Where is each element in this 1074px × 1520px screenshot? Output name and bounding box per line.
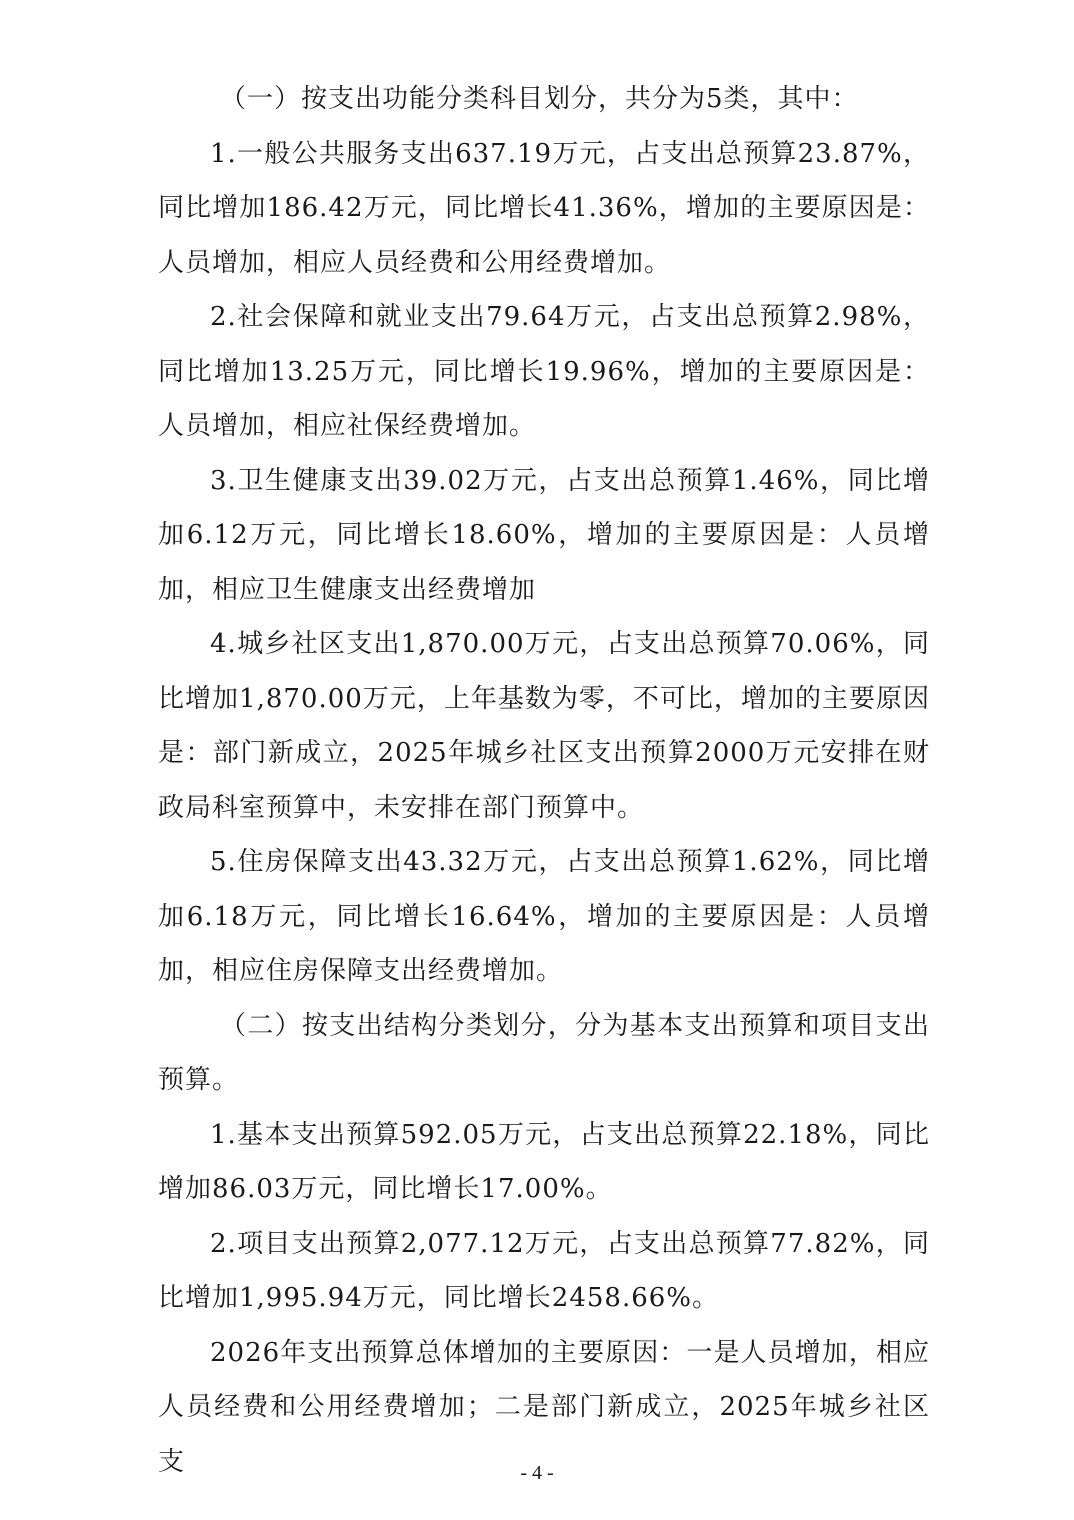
paragraph-housing-security: 5.住房保障支出43.32万元，占支出总预算1.62%，同比增加6.18万元，同比增长16.64%，增加的主要原因是：人员增加，相应住房保障支出经费增加。 (158, 847, 930, 986)
paragraph-project-expenditure: 2.项目支出预算2,077.12万元，占支出总预算77.82%，同比增加1,995.94万元，同比增长2458.66%。 (158, 1228, 930, 1313)
document-body (158, 72, 930, 1489)
page-number: - 4 - (520, 1462, 554, 1484)
paragraph-general-public-services: 1.一般公共服务支出637.19万元，占支出总预算23.87%，同比增加186.42万元，同比增长41.36%，增加的主要原因是：人员增加，相应人员经费和公用经费增加。 (158, 138, 930, 278)
paragraph-overall-increase-reason: 2026年支出预算总体增加的主要原因：一是人员增加，相应人员经费和公用经费增加；二是部门新成立，2025年城乡社区支 (158, 1337, 930, 1477)
section-heading-functional: （一）按支出功能分类科目划分，共分为5类，其中： (220, 84, 859, 114)
paragraph-health: 3.卫生健康支出39.02万元，占支出总预算1.46%，同比增加6.12万元，同比增长18.60%，增加的主要原因是：人员增加，相应卫生健康支出经费增加 (158, 465, 930, 605)
section-heading-structure: （二）按支出结构分类划分，分为基本支出预算和项目支出预算。 (158, 1010, 930, 1095)
paragraph-social-security: 2.社会保障和就业支出79.64万元，占支出总预算2.98%，同比增加13.25万元，同比增长19.96%，增加的主要原因是：人员增加，相应社保经费增加。 (158, 302, 930, 441)
paragraph-basic-expenditure: 1.基本支出预算592.05万元，占支出总预算22.18%，同比增加86.03万元，同比增长17.00%。 (158, 1119, 930, 1204)
paragraph-urban-rural-community: 4.城乡社区支出1,870.00万元，占支出总预算70.06%，同比增加1,870.00万元，上年基数为零，不可比，增加的主要原因是：部门新成立，2025年城乡社区支出预算2000万元安排在财政局科室预算中，未安排在部门预算中。 (158, 629, 930, 823)
